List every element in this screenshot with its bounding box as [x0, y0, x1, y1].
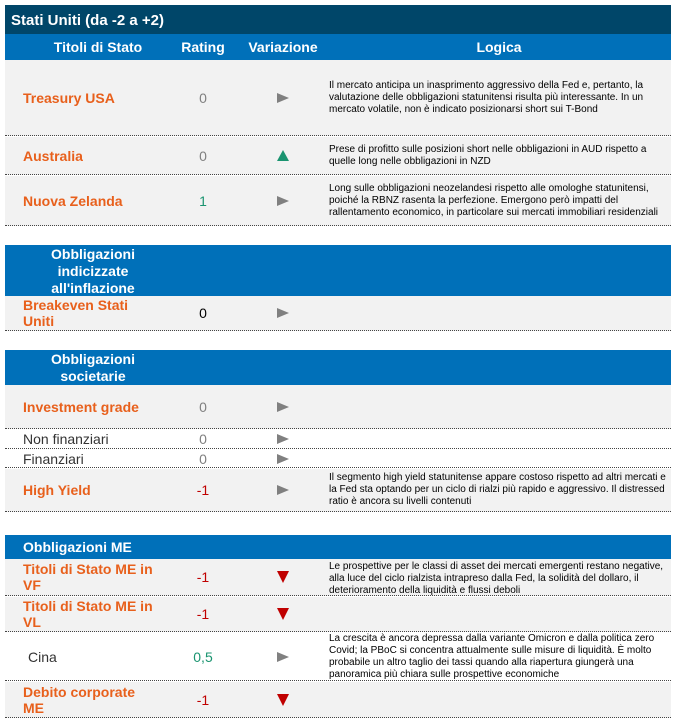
row-rating: 0: [199, 450, 207, 467]
row-rating: -1: [196, 691, 210, 708]
section-label-line: indicizzate: [57, 263, 129, 279]
row-name: Finanziari: [23, 450, 84, 467]
right-arrow-icon: [277, 308, 289, 318]
row-rating: -1: [196, 606, 210, 622]
down-arrow-icon: [277, 571, 289, 583]
section-label-line: Obbligazioni: [51, 246, 135, 262]
row-name: Investment grade: [23, 398, 139, 415]
table-row: [5, 60, 671, 136]
row-logic: Le prospettive per le classi di asset dei mercati emergenti restano negative, alla luce del ciclo rialzista intrapreso dalla Fed, la solidità del dollaro, il deterioramento della liquidità e flussi deboli: [329, 561, 664, 596]
up-arrow-icon: [277, 150, 289, 161]
table-row: [5, 597, 671, 632]
row-rating: 0: [199, 431, 207, 447]
table-row: [5, 385, 671, 429]
table-row: [5, 296, 671, 331]
right-arrow-icon: [277, 402, 289, 412]
row-name: Titoli di Stato ME in VF: [23, 561, 153, 593]
column-header-name: Titoli di Stato: [53, 39, 143, 55]
section-header-corporate: [5, 350, 671, 385]
row-rating: 1: [199, 192, 207, 209]
right-arrow-icon: [277, 196, 289, 206]
down-arrow-icon: [277, 694, 289, 706]
section-header-em: Obbligazioni ME: [5, 535, 671, 559]
row-logic: Long sulle obbligazioni neozelandesi rispetto alle omologhe statunitensi, poiché la RBNZ rasenta la perfezione. Emergono però impatti del rallentamento economico, in particolare sui mercati immobiliari residenziali: [329, 182, 659, 218]
table-row: [5, 430, 671, 449]
column-header-change: Variazione: [248, 39, 318, 55]
row-logic: Il segmento high yield statunitense appare costoso rispetto ad altri mercati e la Fed sta optando per un ciclo di rialzi più rapido e aggressivo. Il distressed ratio è ancora su livelli contenuti: [329, 472, 666, 507]
table-title: Stati Uniti (da -2 a +2): [5, 5, 671, 34]
row-name: Breakeven Stati Uniti: [23, 297, 129, 329]
row-rating: 0: [199, 398, 207, 415]
table-row: [5, 633, 671, 681]
row-name: Debito corporate ME: [23, 683, 136, 716]
row-name: Titoli di Stato ME in VL: [23, 598, 153, 630]
row-logic: La crescita è ancora depressa dalla variante Omicron e dalla politica zero Covid; la PBoC si concentra attualmente sulle misure di liquidità. È molto probabile un altro taglio dei tassi quando alla riapertura giungerà una panoramica più chiara sulle prospettive economiche: [329, 632, 655, 680]
row-rating: -1: [196, 569, 210, 585]
table-row: [5, 682, 671, 718]
row-name: Non finanziari: [23, 431, 109, 447]
section-header-inflation: [5, 245, 671, 296]
right-arrow-icon: [277, 652, 289, 662]
right-arrow-icon: [277, 454, 289, 464]
table-row: [5, 137, 671, 175]
row-name: Treasury USA: [23, 89, 115, 106]
row-rating: 0: [199, 89, 207, 106]
row-rating: 0: [199, 305, 207, 321]
row-name: Nuova Zelanda: [23, 192, 123, 209]
table-row: [5, 176, 671, 226]
table-row: [5, 559, 671, 596]
column-header-rating: Rating: [181, 39, 225, 55]
right-arrow-icon: [277, 93, 289, 103]
section-label-line: all'inflazione: [51, 280, 135, 296]
down-arrow-icon: [277, 608, 289, 620]
column-header-row: [5, 34, 671, 60]
table-row: [5, 450, 671, 468]
row-name: Australia: [23, 147, 83, 164]
section-label-line: societarie: [60, 368, 126, 384]
row-logic: Prese di profitto sulle posizioni short nelle obbligazioni in AUD rispetto a quelle long nelle obbligazioni in NZD: [329, 143, 647, 167]
row-rating: 0: [199, 147, 207, 164]
right-arrow-icon: [277, 485, 289, 495]
row-name: Cina: [28, 648, 57, 665]
column-header-logic: Logica: [476, 39, 522, 55]
row-name: High Yield: [23, 482, 91, 498]
row-logic: Il mercato anticipa un inasprimento aggressivo della Fed e, pertanto, la valutazione delle obbligazioni statunitensi risulta più interessante. In un mercato volatile, non è indicato posizionarsi short sui T-Bond: [329, 79, 644, 115]
row-rating: -1: [196, 482, 210, 498]
section-label-line: Obbligazioni: [51, 351, 135, 367]
table-row: [5, 469, 671, 512]
right-arrow-icon: [277, 434, 289, 444]
row-rating: 0,5: [193, 648, 213, 665]
